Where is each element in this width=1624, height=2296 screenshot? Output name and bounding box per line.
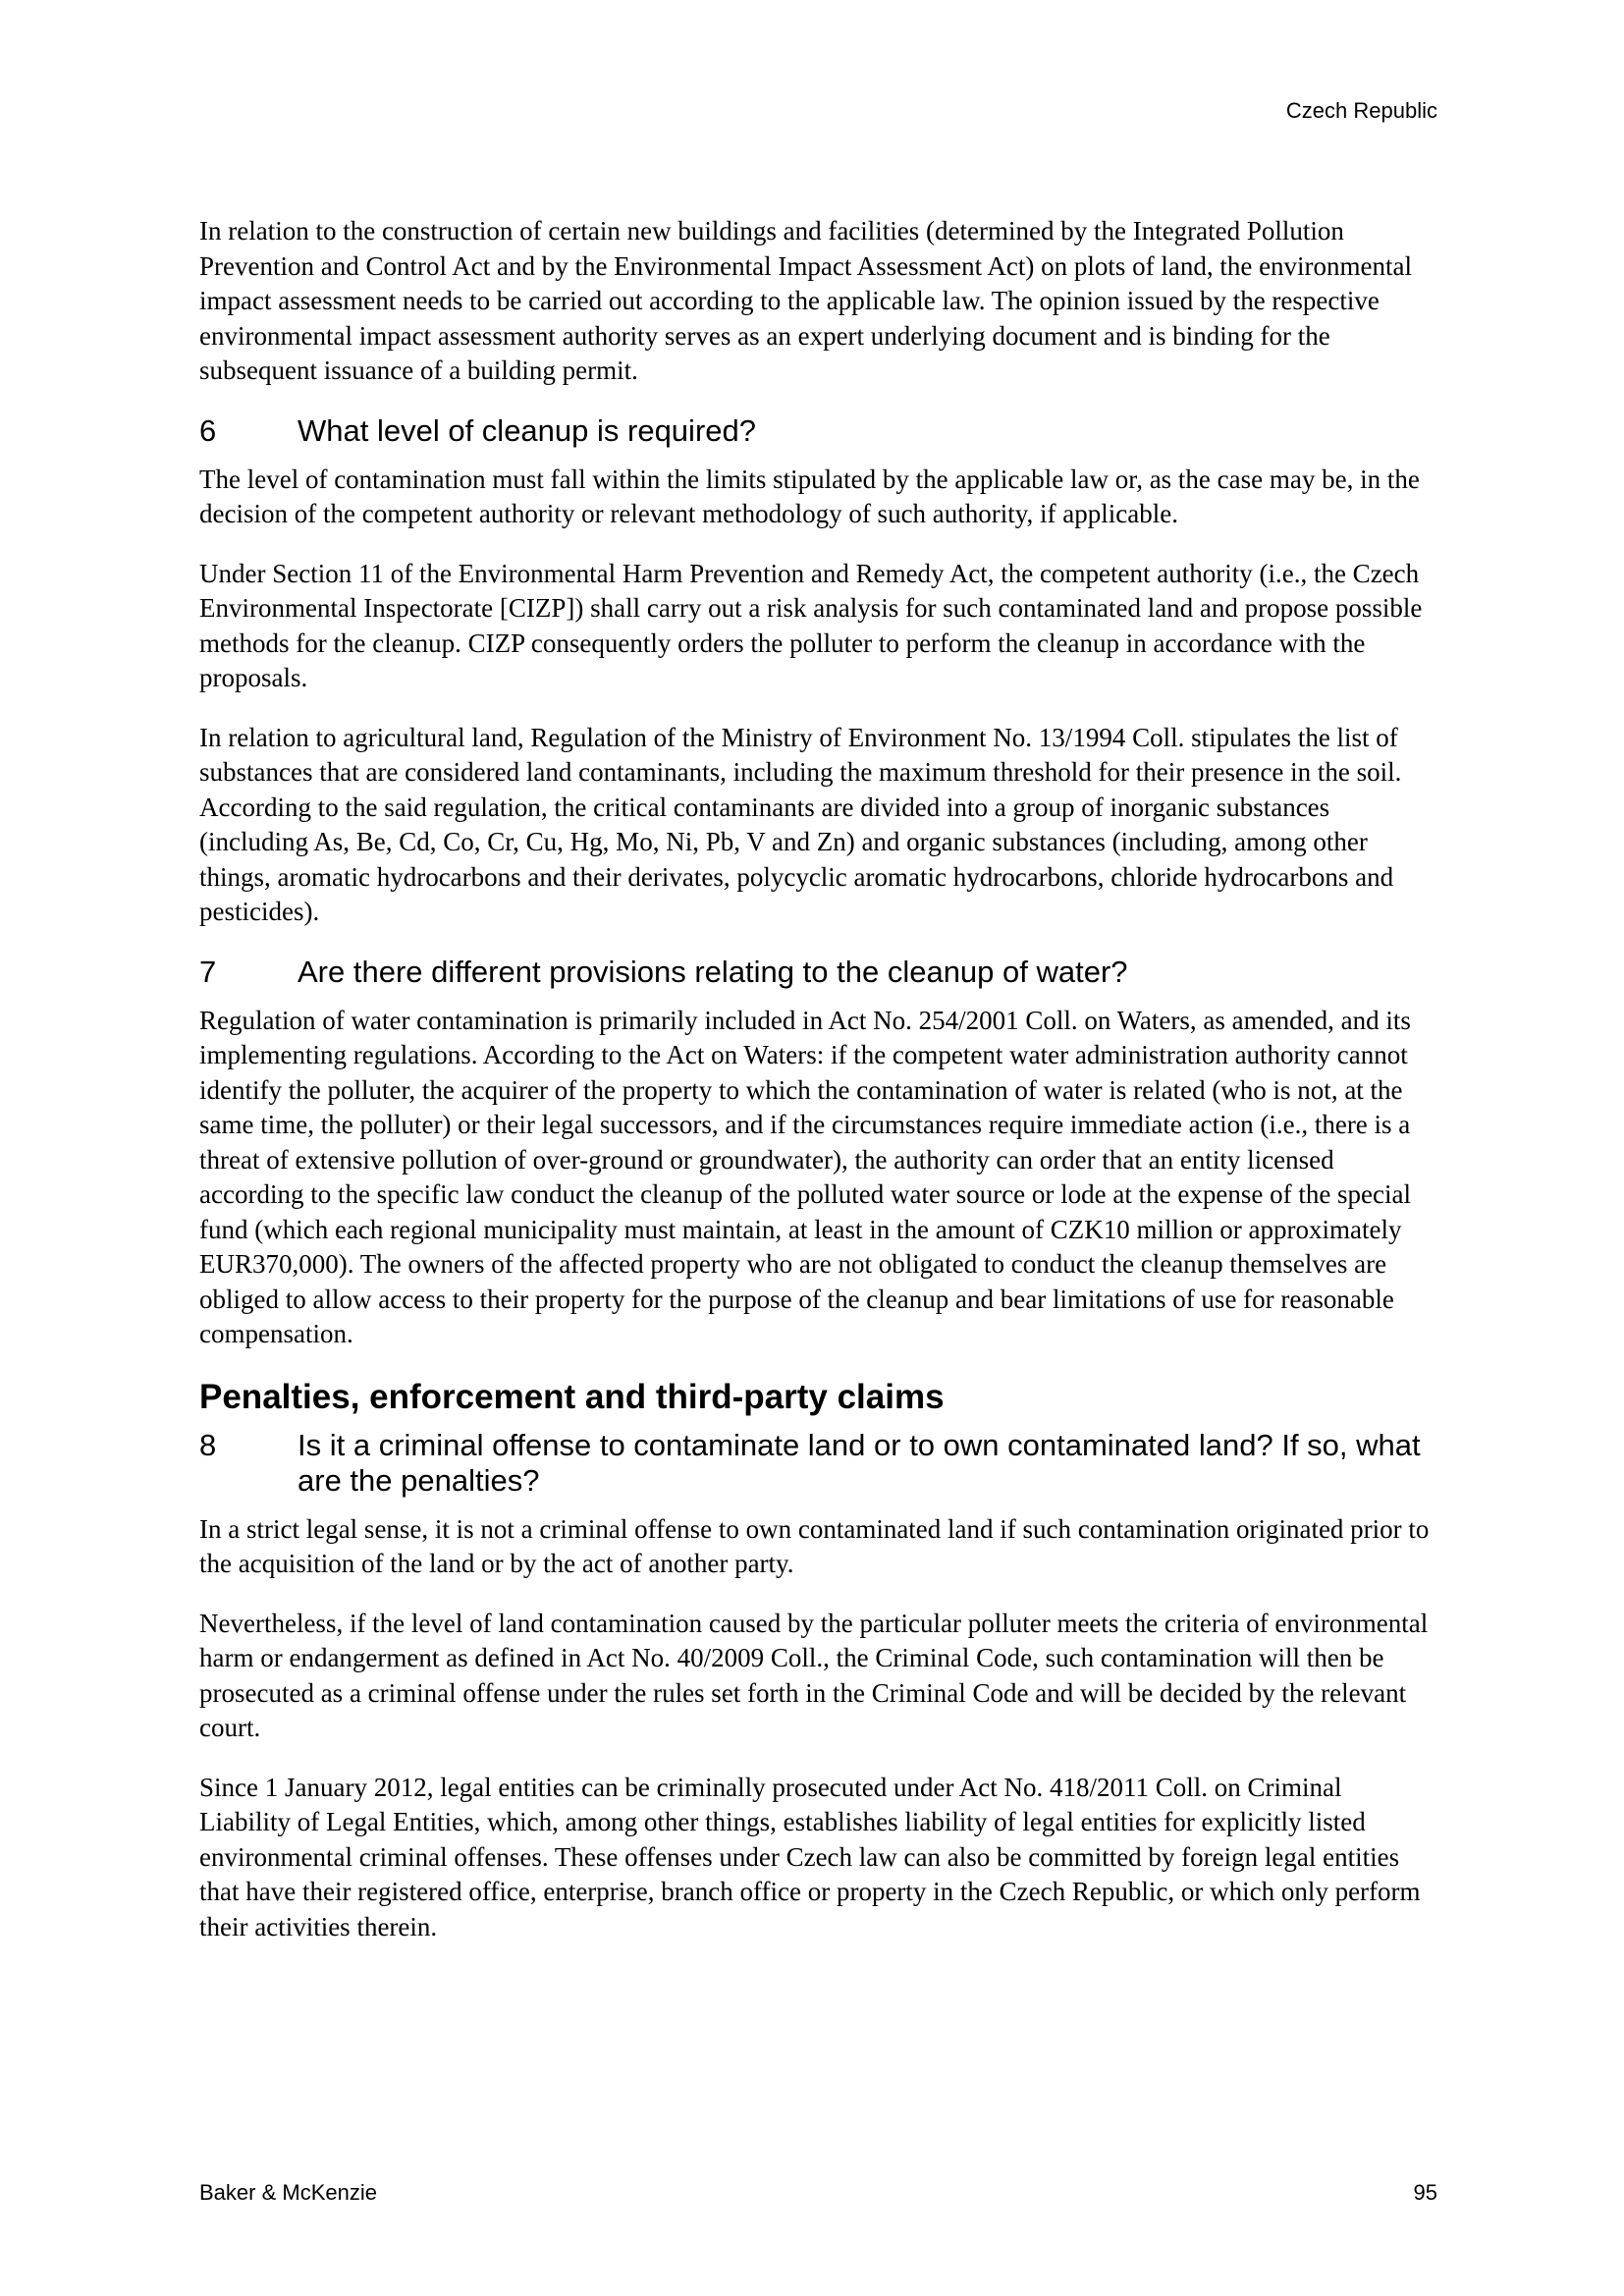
- running-header-title: Czech Republic: [1285, 98, 1437, 123]
- question-6-number: 6: [199, 412, 217, 448]
- intro-paragraph: In relation to the construction of certain new buildings and facilities (determined by the Integrated Pollution Prevention and Control Act and by the Environmental Impact Assessment Act) on plots of land, the environmental impact assessment needs to be carried out according to the applicable law. The opinion issued by the respective environmental impact assessment authority serves as an expert underlying document and is binding for the subsequent issuance of a building permit.: [199, 216, 1413, 385]
- question-7-text: Are there different provisions relating to the cleanup of water?: [298, 954, 1128, 989]
- question-8-text: Is it a criminal offense to contaminate land or to own contaminated land? If so, what are the penalties?: [298, 1427, 1421, 1498]
- question-6-paragraph-3: In relation to agricultural land, Regulation of the Ministry of Environment No. 13/1994 Coll. stipulates the list of substances that are considered land contaminants, including the maximum threshold for their presence in the soil. According to the said regulation, the critical contaminants are divided into a group of inorganic substances (including As, Be, Cd, Co, Cr, Cu, Hg, Mo, Ni, Pb, V and Zn) and organic substances (including, among other things, aromatic hydrocarbons and their derivates, polycyclic aromatic hydrocarbons, chloride hydrocarbons and pesticides).: [199, 722, 1402, 926]
- page-content: [199, 214, 1438, 1969]
- question-6-heading: [199, 413, 1438, 449]
- question-6-paragraph-2: Under Section 11 of the Environmental Harm Prevention and Remedy Act, the competent authority (i.e., the Czech Environmental Inspectorate [CIZP]) shall carry out a risk analysis for such contaminated land and propose possible methods for the cleanup. CIZP consequently orders the polluter to perform the cleanup in accordance with the proposals.: [199, 558, 1423, 692]
- section-heading: Penalties, enforcement and third-party claims: [199, 1377, 945, 1416]
- question-6-text: What level of cleanup is required?: [298, 412, 756, 448]
- question-6-paragraph-1: The level of contamination must fall within the limits stipulated by the applicable law or, as the case may be, in the decision of the competent authority or relevant methodology of such authority, if applicable.: [199, 464, 1420, 528]
- question-8-heading: [199, 1428, 1438, 1499]
- question-8-paragraph-3: Since 1 January 2012, legal entities can be criminally prosecuted under Act No. 418/2011 Coll. on Criminal Liability of Legal Entities, which, among other things, establishes liability of legal entities for explicitly listed environmental criminal offenses. These offenses under Czech law can also be committed by foreign legal entities that have their registered office, enterprise, branch office or property in the Czech Republic, or which only perform their activities therein.: [199, 1772, 1421, 1941]
- footer-publisher: Baker & McKenzie: [199, 2180, 377, 2205]
- question-8-number: 8: [199, 1427, 217, 1462]
- footer-page-number: 95: [1413, 2180, 1437, 2205]
- question-8-paragraph-1: In a strict legal sense, it is not a criminal offense to own contaminated land if such contamination originated prior to the acquisition of the land or by the act of another party.: [199, 1513, 1430, 1578]
- question-7-paragraph-1: Regulation of water contamination is primarily included in Act No. 254/2001 Coll. on Waters, as amended, and its implementing regulations. According to the Act on Waters: if the competent water administration authority cannot identify the polluter, the acquirer of the property to which the contamination of water is related (who is not, at the same time, the polluter) or their legal successors, and if the circumstances require immediate action (i.e., there is a threat of extensive pollution of over-ground or groundwater), the authority can order that an entity licensed according to the specific law conduct the cleanup of the polluted water source or lode at the expense of the special fund (which each regional municipality must maintain, at least in the amount of CZK10 million or approximately EUR370,000). The owners of the affected property who are not obligated to conduct the cleanup themselves are obliged to allow access to their property for the purpose of the cleanup and bear limitations of use for reasonable compensation.: [199, 1005, 1412, 1348]
- question-7-heading: [199, 955, 1438, 990]
- question-8-paragraph-2: Nevertheless, if the level of land contamination caused by the particular polluter meets the criteria of environmental harm or endangerment as defined in Act No. 40/2009 Coll., the Criminal Code, such contamination will then be prosecuted as a criminal offense under the rules set forth in the Criminal Code and will be decided by the relevant court.: [199, 1608, 1429, 1742]
- question-7-number: 7: [199, 954, 217, 989]
